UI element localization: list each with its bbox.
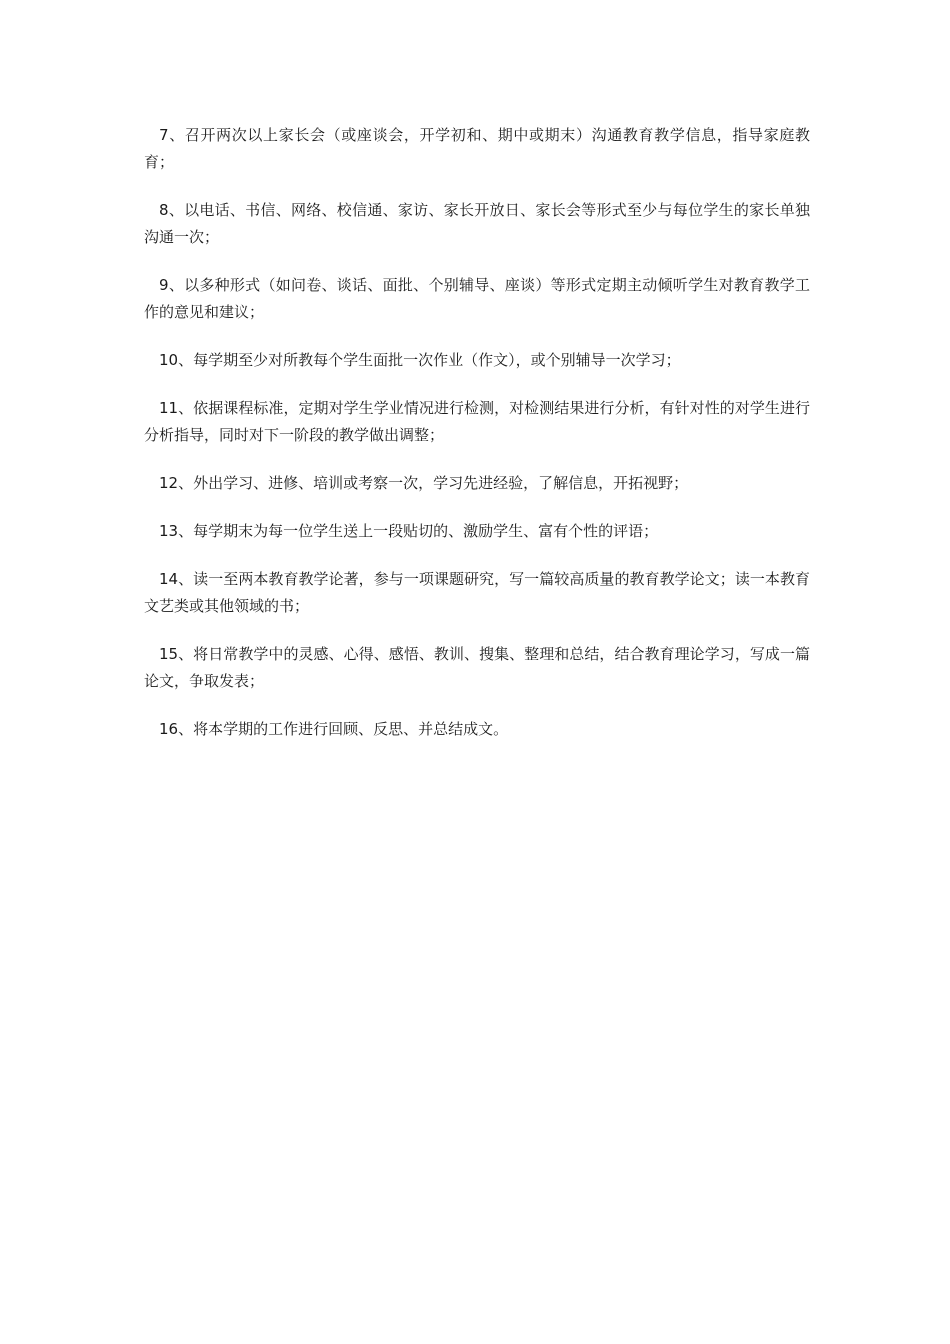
list-item: 12、外出学习、进修、培训或考察一次，学习先进经验，了解信息，开拓视野； bbox=[159, 474, 689, 492]
list-item: 7、召开两次以上家长会（或座谈会，开学初和、期中或期末）沟通教育教学信息，指导家庭教育； bbox=[144, 126, 810, 171]
list-item: 14、读一至两本教育教学论著，参与一项课题研究，写一篇较高质量的教育教学论文；读一本教育文艺类或其他领域的书； bbox=[144, 570, 810, 615]
list-item: 13、每学期末为每一位学生送上一段贴切的、激励学生、富有个性的评语； bbox=[159, 522, 659, 540]
list-item: 8、以电话、书信、网络、校信通、家访、家长开放日、家长会等形式至少与每位学生的家长单独沟通一次； bbox=[144, 201, 810, 246]
list-item: 15、将日常教学中的灵感、心得、感悟、教训、搜集、整理和总结，结合教育理论学习，写成一篇论文，争取发表； bbox=[144, 645, 810, 690]
list-item: 10、每学期至少对所教每个学生面批一次作业（作文），或个别辅导一次学习； bbox=[159, 351, 681, 369]
list-item: 9、以多种形式（如问卷、谈话、面批、个别辅导、座谈）等形式定期主动倾听学生对教育教学工作的意见和建议； bbox=[144, 276, 810, 321]
document-body bbox=[144, 122, 810, 764]
list-item: 16、将本学期的工作进行回顾、反思、并总结成文。 bbox=[159, 720, 509, 738]
list-item: 11、依据课程标准，定期对学生学业情况进行检测，对检测结果进行分析，有针对性的对学生进行分析指导，同时对下一阶段的教学做出调整； bbox=[144, 399, 810, 444]
